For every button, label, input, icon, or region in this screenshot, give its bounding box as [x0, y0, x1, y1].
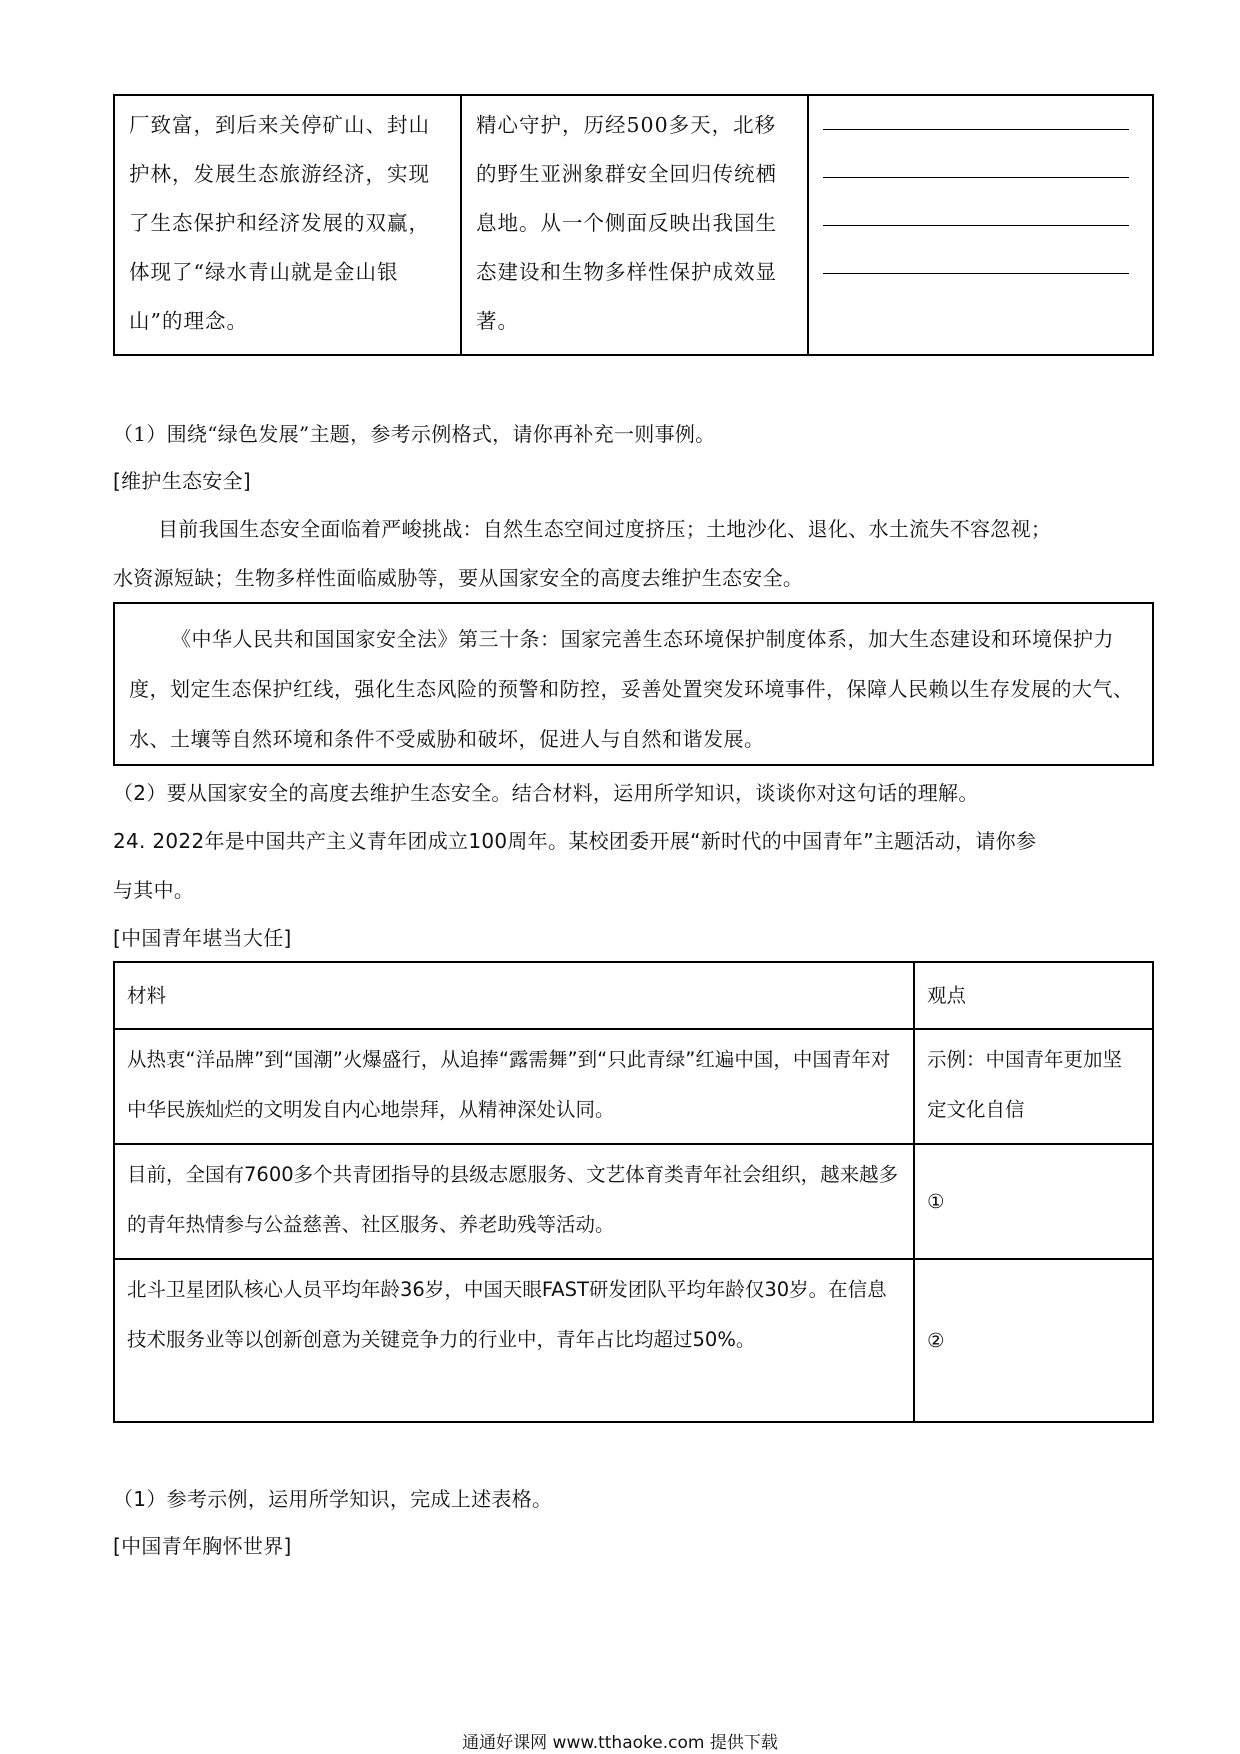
- eco-paragraph-line-1: 目前我国生态安全面临着严峻挑战：自然生态空间过度挤压；土地沙化、退化、水土流失不容忽视；: [158, 517, 1052, 541]
- youth-table: [113, 961, 1154, 1423]
- answer-line: [823, 225, 1129, 226]
- question-24-line-2: 与其中。: [113, 878, 195, 902]
- eco-paragraph-line-2: 水资源短缺；生物多样性面临威胁等，要从国家安全的高度去维护生态安全。: [113, 566, 804, 590]
- row-material: 北斗卫星团队核心人员平均年龄36岁，中国天眼FAST研发团队平均年龄仅30岁。在信息技术服务业等以创新创意为关键竞争力的行业中，青年占比均超过50%。: [115, 1260, 915, 1421]
- section-heading-world: [中国青年胸怀世界]: [113, 1534, 292, 1558]
- row-view-blank-1: ①: [927, 1189, 945, 1213]
- row-view: 示例：中国青年更加坚定文化自信: [927, 1048, 1123, 1121]
- law-excerpt-text: 《中华人民共和国国家安全法》第三十条：国家完善生态环境保护制度体系，加大生态建设和环境保护力度，划定生态保护红线，强化生态风险的预警和防控，妥善处置突发环境事件，保障人民赖以生存发展的大气、水、土壤等自然环境和条件不受威胁和破坏，促进人与自然和谐发展。: [129, 627, 1134, 751]
- answer-line: [823, 177, 1129, 178]
- question-24-line-1: 24. 2022年是中国共产主义青年团成立100周年。某校团委开展“新时代的中国青年”主题活动，请你参: [113, 829, 1037, 853]
- header-material: 材料: [115, 963, 915, 1028]
- table-header-row: [115, 963, 1152, 1030]
- example-cell-2: 精心守护，历经500多天，北移的野生亚洲象群安全回归传统栖息地。从一个侧面反映出我国生态建设和生物多样性保护成效显著。: [462, 96, 809, 354]
- question-23-2: （2）要从国家安全的高度去维护生态安全。结合材料，运用所学知识，谈谈你对这句话的理解。: [113, 781, 979, 805]
- example-table: [113, 94, 1154, 356]
- answer-line: [823, 129, 1129, 130]
- row-view-blank-2: ②: [927, 1328, 945, 1352]
- row-material: 目前，全国有7600多个共青团指导的县级志愿服务、文艺体育类青年社会组织，越来越多的青年热情参与公益慈善、社区服务、养老助残等活动。: [115, 1145, 915, 1258]
- table-row: [115, 1260, 1152, 1421]
- law-excerpt-box: [113, 602, 1154, 766]
- table-row: [115, 1145, 1152, 1260]
- row-material: 从热衷“洋品牌”到“国潮”火爆盛行，从追捧“露需舞”到“只此青绿”红遍中国，中国青年对中华民族灿烂的文明发自内心地崇拜，从精神深处认同。: [115, 1030, 915, 1143]
- page-footer: 通通好课网 www.tthaoke.com 提供下载: [462, 1733, 778, 1753]
- header-view: 观点: [927, 983, 967, 1007]
- answer-cell: [809, 96, 1152, 354]
- example-cell-1: 厂致富，到后来关停矿山、封山护林，发展生态旅游经济，实现了生态保护和经济发展的双赢，体现了“绿水青山就是金山银山”的理念。: [115, 96, 462, 354]
- question-23-1: （1）围绕“绿色发展”主题，参考示例格式，请你再补充一则事例。: [113, 422, 716, 446]
- section-heading-eco: [维护生态安全]: [113, 469, 252, 493]
- question-24-1: （1）参考示例，运用所学知识，完成上述表格。: [113, 1487, 553, 1511]
- table-row: [115, 1030, 1152, 1145]
- section-heading-youth: [中国青年堪当大任]: [113, 926, 292, 950]
- answer-line: [823, 273, 1129, 274]
